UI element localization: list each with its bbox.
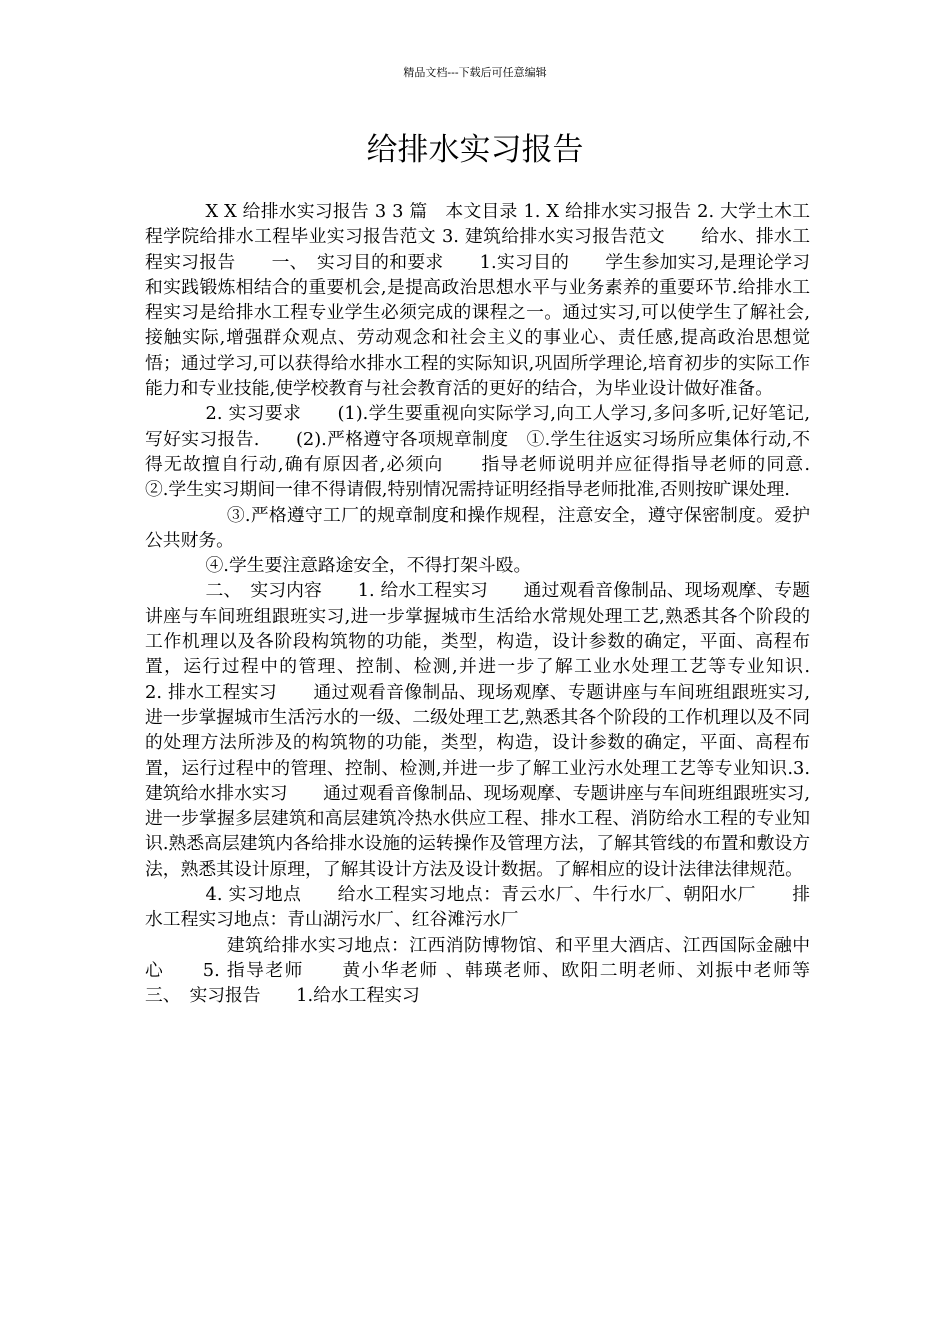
paragraph-locations-teachers: 建筑给排水实习地点：江西消防博物馆、和平里大酒店、江西国际金融中心 5. 指导老师 黄小华老师 、韩瑛老师、欧阳二明老师、刘振中老师等 三、 实习报告 1.给水工程实习 <box>145 934 846 1007</box>
document-title: 给排水实习报告 <box>366 132 584 168</box>
paragraph-intro: X X 给排水实习报告 3 3 篇 本文目录 1. X 给排水实习报告 2. 大学土木工程学院给排水工程毕业实习报告范文 3. 建筑给排水实习报告范文 给水、排水工程实习报告 一、 实习目的和要求 1.实习目的 学生参加实习,是理论学习和实践锻炼相结合的重要机会,是提高政治思想水平与业务素养的重要环节.给排水工程实习是给排水工程专业学生必须完成的课程之一。通过实习,可以使学生了解社会,接触实际,增强群众观点、劳动观念和社会主义的事业心、责任感,提高政治思想觉悟；通过学习,可以获得给水排水工程的实际知识,巩固所学理论,培育初步的实际工作能力和专业技能,使学校教育与社会教育活的更好的结合，为毕业设计做好准备。 <box>145 201 810 400</box>
document-body <box>145 199 846 1009</box>
paragraph-rule-3: ③.严格遵守工厂的规章制度和操作规程，注意安全，遵守保密制度。爱护公共财务。 <box>145 504 810 551</box>
paragraph-locations: 4. 实习地点 给水工程实习地点：青云水厂、牛行水厂、朝阳水厂 排水工程实习地点：青山湖污水厂、红谷滩污水厂 <box>145 884 810 931</box>
paragraph-content: 二、 实习内容 1. 给水工程实习 通过观看音像制品、现场观摩、专题讲座与车间班组跟班实习,进一步掌握城市生活给水常规处理工艺,熟悉其各个阶段的工作机理以及各阶段构筑物的功能，类型，构造，设计参数的确定，平面、高程布置，运行过程中的管理、控制、检测,并进一步了解工业水处理工艺等专业知识. 2. 排水工程实习 通过观看音像制品、现场观摩、专题讲座与车间班组跟班实习,进一步掌握城市生活污水的一级、二级处理工艺,熟悉其各个阶段的工作机理以及不同的处理方法所涉及的构筑物的功能，类型，构造，设计参数的确定，平面、高程布置，运行过程中的管理、控制、检测,并进一步了解工业污水处理工艺等专业知识.3. 建筑给水排水实习 通过观看音像制品、现场观摩、专题讲座与车间班组跟班实习,进一步掌握多层建筑和高层建筑冷热水供应工程、排水工程、消防给水工程的专业知识.熟悉高层建筑内各给排水设施的运转操作及管理方法，了解其管线的布置和敷设方法，熟悉其设计原理，了解其设计方法及设计数据。了解相应的设计法律法律规范。 <box>145 580 846 880</box>
paragraph-rule-4: ④.学生要注意路途安全，不得打架斗殴。 <box>205 555 532 577</box>
paragraph-requirements: 2. 实习要求 (1).学生要重视向实际学习,向工人学习,多问多听,记好笔记,写好实习报告. (2).严格遵守各项规章制度 ①.学生往返实习场所应集体行动,不得无故擅自行动,确有原因者,必须向 指导老师说明并应征得指导老师的同意. ②.学生实习期间一律不得请假,特别情况需持证明经指导老师批准,否则按旷课处理. <box>145 403 846 501</box>
header-note: 精品文档---下载后可任意编辑 <box>403 66 547 79</box>
